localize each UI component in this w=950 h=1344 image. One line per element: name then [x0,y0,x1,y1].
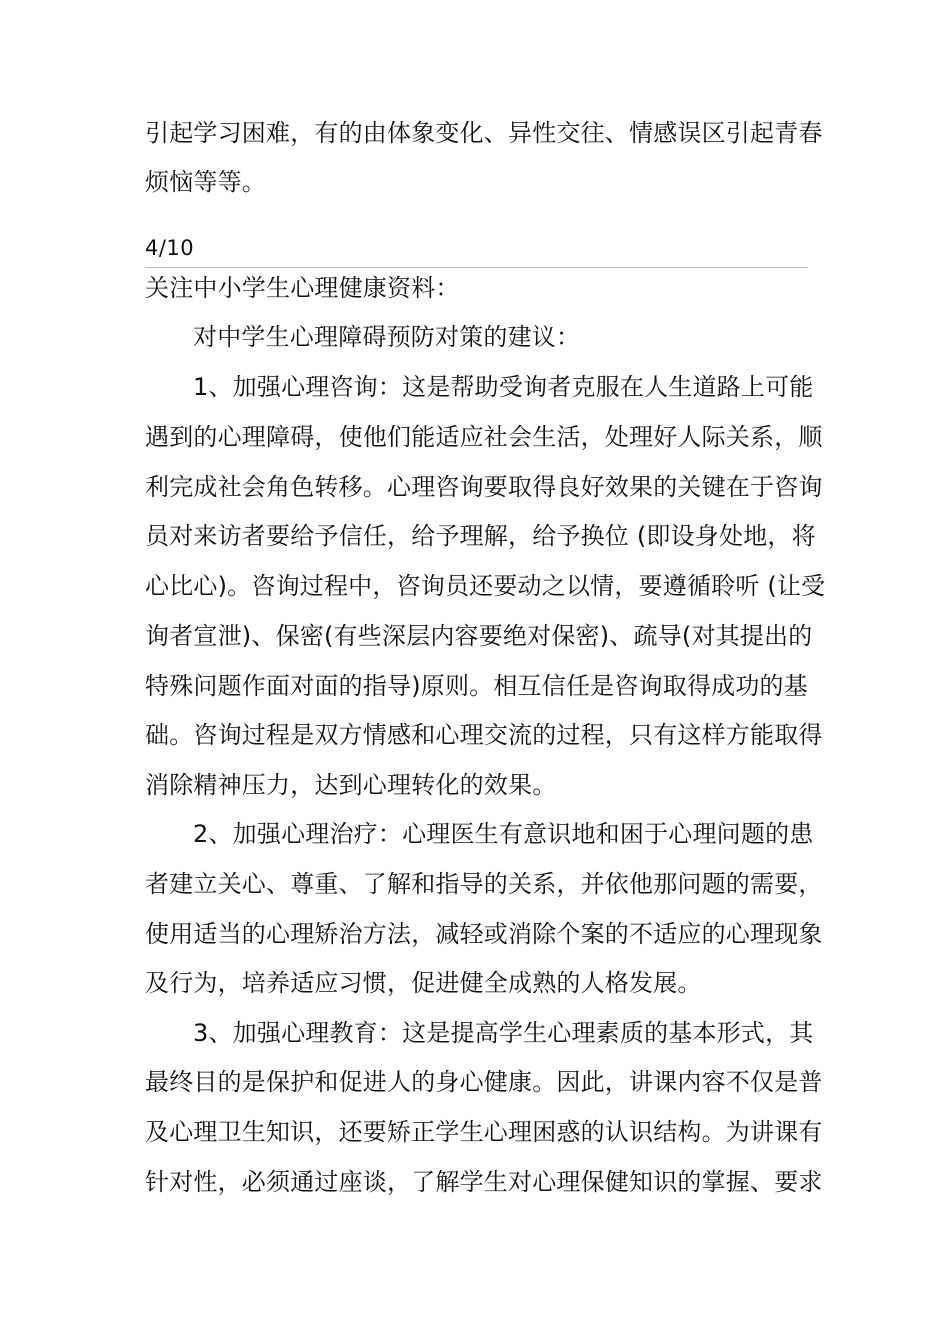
paragraph1-line-7: 特殊问题作面对面的指导)原则。相互信任是咨询取得成功的基 [145,672,808,700]
paragraph1-line-8: 础。咨询过程是双方情感和心理交流的过程，只有这样方能取得 [145,721,823,749]
paragraph1-line-6: 询者宣泄)、保密(有些深层内容要绝对保密)、疏导(对其提出的 [145,622,813,650]
paragraph2-line-3: 使用适当的心理矫治方法，减轻或消除个案的不适应的心理现象 [145,920,823,948]
paragraph2-line-2: 者建立关心、尊重、了解和指导的关系，并依他那问题的需要， [145,870,823,898]
header-divider [145,267,808,268]
paragraph2-line-1: 2、加强心理治疗：心理医生有意识地和困于心理问题的患 [193,820,814,848]
paragraph1-line-5: 心比心)。咨询过程中，咨询员还要动之以情，要遵循聆听 (让受 [145,572,826,600]
paragraph2-line-4: 及行为，培养适应习惯，促进健全成熟的人格发展。 [145,969,702,997]
paragraph1-line-9: 消除精神压力，达到心理转化的效果。 [145,771,557,799]
paragraph3-line-2: 最终目的是保护和促进人的身心健康。因此，讲课内容不仅是普 [145,1068,823,1096]
paragraph3-line-3: 及心理卫生知识，还要矫正学生心理困惑的认识结构。为讲课有 [145,1118,823,1146]
paragraph1-line-3: 利完成社会角色转移。心理咨询要取得良好效果的关键在于咨询 [145,473,823,501]
continuation-line-1: 引起学习困难，有的由体象变化、异性交往、情感误区引起青春 [145,119,823,147]
paragraph1-line-1: 1、加强心理咨询：这是帮助受询者克服在人生道路上可能 [193,373,814,401]
paragraph1-line-2: 遇到的心理障碍，使他们能适应社会生活，处理好人际关系，顺 [145,423,823,451]
section-title: 关注中小学生心理健康资料： [145,274,460,302]
page-number: 4/10 [145,236,195,260]
subtitle: 对中学生心理障碍预防对策的建议： [193,323,581,351]
paragraph3-line-1: 3、加强心理教育：这是提高学生心理素质的基本形式，其 [193,1019,814,1047]
paragraph1-line-4: 员对来访者要给予信任，给予理解，给予换位 (即设身处地，将 [145,522,816,550]
continuation-line-2: 烦恼等等。 [145,168,266,196]
paragraph3-line-4: 针对性，必须通过座谈，了解学生对心理保健知识的掌握、要求 [145,1168,823,1196]
